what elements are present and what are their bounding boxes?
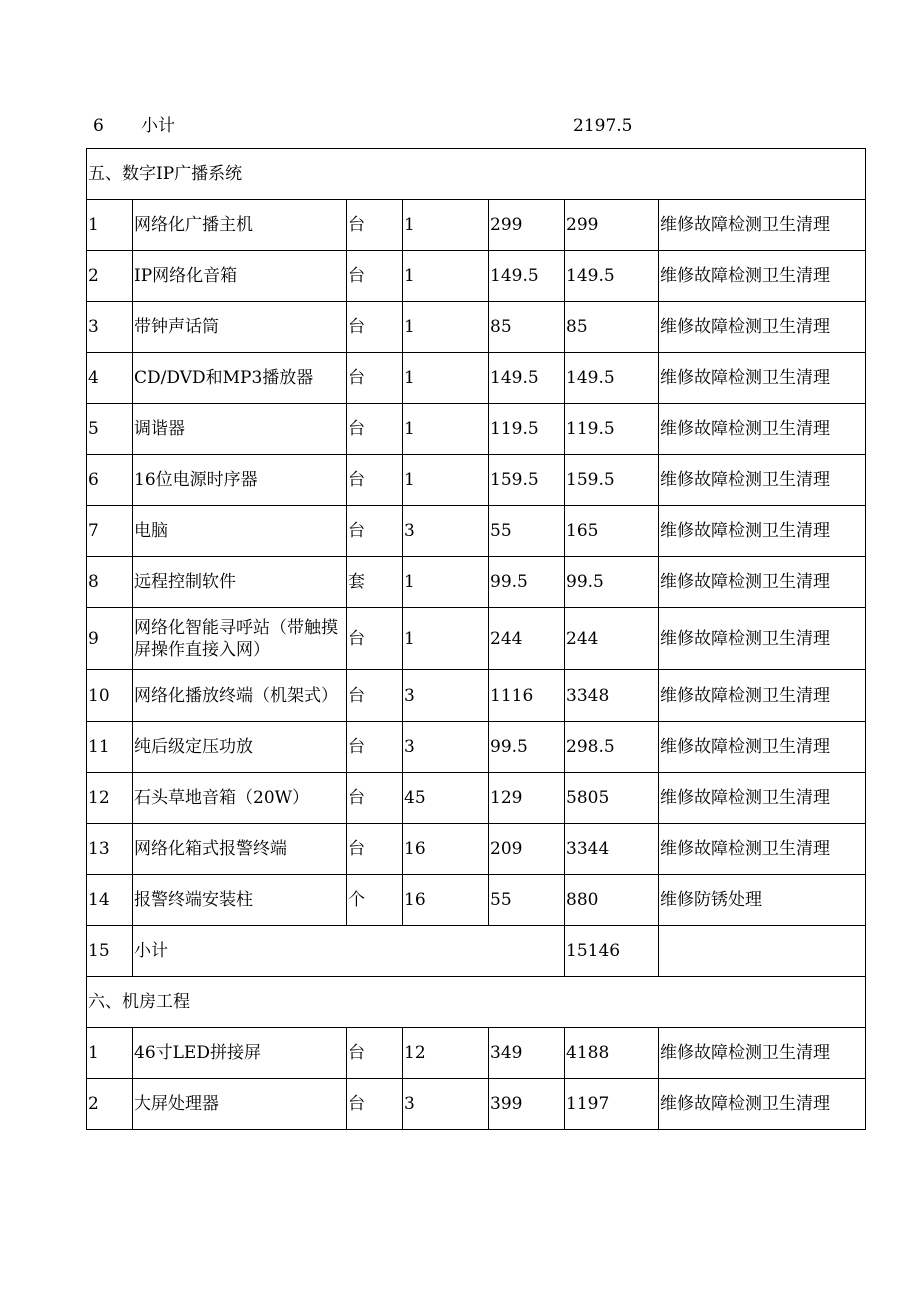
- row-number: 6: [93, 116, 104, 136]
- cell-note: [659, 926, 866, 977]
- cell-note: 维修故障检测卫生清理: [659, 1079, 866, 1130]
- cell-name: 调谐器: [133, 404, 347, 455]
- cell-name: 小计: [133, 926, 565, 977]
- cell-price: 1116: [489, 670, 565, 722]
- cell-unit: 台: [347, 302, 403, 353]
- cell-no: 14: [87, 875, 133, 926]
- cell-note: 维修故障检测卫生清理: [659, 506, 866, 557]
- cell-price: 159.5: [489, 455, 565, 506]
- table-row: [87, 455, 866, 506]
- cell-amount: 149.5: [565, 251, 659, 302]
- row-amount: 2197.5: [573, 116, 633, 136]
- cell-no: 8: [87, 557, 133, 608]
- cell-note: 维修故障检测卫生清理: [659, 773, 866, 824]
- cell-amount: 5805: [565, 773, 659, 824]
- table-row: [87, 404, 866, 455]
- cell-no: 5: [87, 404, 133, 455]
- cell-amount: 159.5: [565, 455, 659, 506]
- cell-name: 远程控制软件: [133, 557, 347, 608]
- table-row: [87, 557, 866, 608]
- table-row: [87, 200, 866, 251]
- cell-qty: 1: [403, 251, 489, 302]
- cell-note: 维修故障检测卫生清理: [659, 557, 866, 608]
- cell-qty: 16: [403, 824, 489, 875]
- cell-price: 55: [489, 875, 565, 926]
- table-row: [87, 251, 866, 302]
- cell-name: 46寸LED拼接屏: [133, 1028, 347, 1079]
- cell-qty: 3: [403, 1079, 489, 1130]
- cell-price: 149.5: [489, 353, 565, 404]
- cell-no: 2: [87, 251, 133, 302]
- cell-price: 119.5: [489, 404, 565, 455]
- section-title: 六、机房工程: [87, 977, 866, 1028]
- cell-unit: 台: [347, 773, 403, 824]
- cell-no: 7: [87, 506, 133, 557]
- section-title: 五、数字IP广播系统: [87, 149, 866, 200]
- cell-note: 维修故障检测卫生清理: [659, 302, 866, 353]
- table-row: [87, 1028, 866, 1079]
- cell-unit: 台: [347, 404, 403, 455]
- cell-name: 石头草地音箱（20W）: [133, 773, 347, 824]
- table-row: [87, 773, 866, 824]
- cell-qty: 1: [403, 353, 489, 404]
- cell-note: 维修故障检测卫生清理: [659, 353, 866, 404]
- cell-note: 维修防锈处理: [659, 875, 866, 926]
- cell-note: 维修故障检测卫生清理: [659, 1028, 866, 1079]
- price-table: [86, 148, 866, 1130]
- section-header-row: [87, 977, 866, 1028]
- cell-unit: 台: [347, 1028, 403, 1079]
- cell-unit: 个: [347, 875, 403, 926]
- cell-unit: 台: [347, 722, 403, 773]
- table-row: [87, 302, 866, 353]
- cell-name: 网络化播放终端（机架式）: [133, 670, 347, 722]
- table-row: [87, 875, 866, 926]
- cell-unit: 台: [347, 1079, 403, 1130]
- cell-price: 129: [489, 773, 565, 824]
- cell-price: 349: [489, 1028, 565, 1079]
- cell-no: 10: [87, 670, 133, 722]
- cell-price: 99.5: [489, 722, 565, 773]
- cell-note: 维修故障检测卫生清理: [659, 404, 866, 455]
- cell-amount: 149.5: [565, 353, 659, 404]
- cell-no: 13: [87, 824, 133, 875]
- cell-amount: 15146: [565, 926, 659, 977]
- cell-no: 2: [87, 1079, 133, 1130]
- cell-amount: 119.5: [565, 404, 659, 455]
- cell-no: 12: [87, 773, 133, 824]
- cell-note: 维修故障检测卫生清理: [659, 251, 866, 302]
- subtotal-row: [87, 926, 866, 977]
- cell-price: 209: [489, 824, 565, 875]
- section-header-row: [87, 149, 866, 200]
- cell-qty: 1: [403, 404, 489, 455]
- cell-amount: 4188: [565, 1028, 659, 1079]
- cell-note: 维修故障检测卫生清理: [659, 455, 866, 506]
- cell-note: 维修故障检测卫生清理: [659, 722, 866, 773]
- cell-price: 399: [489, 1079, 565, 1130]
- cell-unit: 台: [347, 251, 403, 302]
- cell-amount: 298.5: [565, 722, 659, 773]
- previous-subtotal-row: [0, 112, 920, 140]
- cell-no: 1: [87, 1028, 133, 1079]
- cell-no: 9: [87, 608, 133, 670]
- cell-unit: 台: [347, 506, 403, 557]
- cell-name: CD/DVD和MP3播放器: [133, 353, 347, 404]
- cell-name: 16位电源时序器: [133, 455, 347, 506]
- cell-qty: 3: [403, 722, 489, 773]
- cell-amount: 99.5: [565, 557, 659, 608]
- cell-unit: 台: [347, 455, 403, 506]
- cell-no: 4: [87, 353, 133, 404]
- table-row: [87, 824, 866, 875]
- cell-price: 99.5: [489, 557, 565, 608]
- cell-qty: 12: [403, 1028, 489, 1079]
- cell-qty: 1: [403, 302, 489, 353]
- cell-unit: 台: [347, 200, 403, 251]
- cell-unit: 套: [347, 557, 403, 608]
- table-row: [87, 722, 866, 773]
- cell-qty: 45: [403, 773, 489, 824]
- cell-name: 大屏处理器: [133, 1079, 347, 1130]
- cell-amount: 1197: [565, 1079, 659, 1130]
- cell-unit: 台: [347, 353, 403, 404]
- cell-name: 网络化广播主机: [133, 200, 347, 251]
- cell-qty: 3: [403, 670, 489, 722]
- cell-qty: 1: [403, 455, 489, 506]
- cell-price: 299: [489, 200, 565, 251]
- cell-unit: 台: [347, 670, 403, 722]
- cell-name: IP网络化音箱: [133, 251, 347, 302]
- cell-name: 带钟声话筒: [133, 302, 347, 353]
- cell-note: 维修故障检测卫生清理: [659, 200, 866, 251]
- cell-no: 6: [87, 455, 133, 506]
- cell-unit: 台: [347, 824, 403, 875]
- cell-name: 网络化智能寻呼站（带触摸屏操作直接入网）: [133, 608, 347, 670]
- cell-price: 55: [489, 506, 565, 557]
- cell-amount: 299: [565, 200, 659, 251]
- cell-name: 报警终端安装柱: [133, 875, 347, 926]
- cell-price: 244: [489, 608, 565, 670]
- cell-no: 1: [87, 200, 133, 251]
- table-row: [87, 353, 866, 404]
- cell-amount: 880: [565, 875, 659, 926]
- cell-note: 维修故障检测卫生清理: [659, 670, 866, 722]
- cell-qty: 1: [403, 200, 489, 251]
- cell-no: 15: [87, 926, 133, 977]
- table-row: [87, 670, 866, 722]
- cell-no: 11: [87, 722, 133, 773]
- cell-amount: 165: [565, 506, 659, 557]
- cell-amount: 244: [565, 608, 659, 670]
- cell-amount: 3344: [565, 824, 659, 875]
- cell-unit: 台: [347, 608, 403, 670]
- cell-name: 网络化箱式报警终端: [133, 824, 347, 875]
- table-row: [87, 608, 866, 670]
- cell-qty: 1: [403, 557, 489, 608]
- cell-amount: 3348: [565, 670, 659, 722]
- table-row: [87, 1079, 866, 1130]
- cell-note: 维修故障检测卫生清理: [659, 608, 866, 670]
- table-row: [87, 506, 866, 557]
- row-name: 小计: [141, 116, 175, 136]
- cell-price: 85: [489, 302, 565, 353]
- cell-qty: 3: [403, 506, 489, 557]
- cell-qty: 16: [403, 875, 489, 926]
- cell-name: 电脑: [133, 506, 347, 557]
- cell-name: 纯后级定压功放: [133, 722, 347, 773]
- cell-amount: 85: [565, 302, 659, 353]
- cell-no: 3: [87, 302, 133, 353]
- cell-qty: 1: [403, 608, 489, 670]
- cell-price: 149.5: [489, 251, 565, 302]
- cell-note: 维修故障检测卫生清理: [659, 824, 866, 875]
